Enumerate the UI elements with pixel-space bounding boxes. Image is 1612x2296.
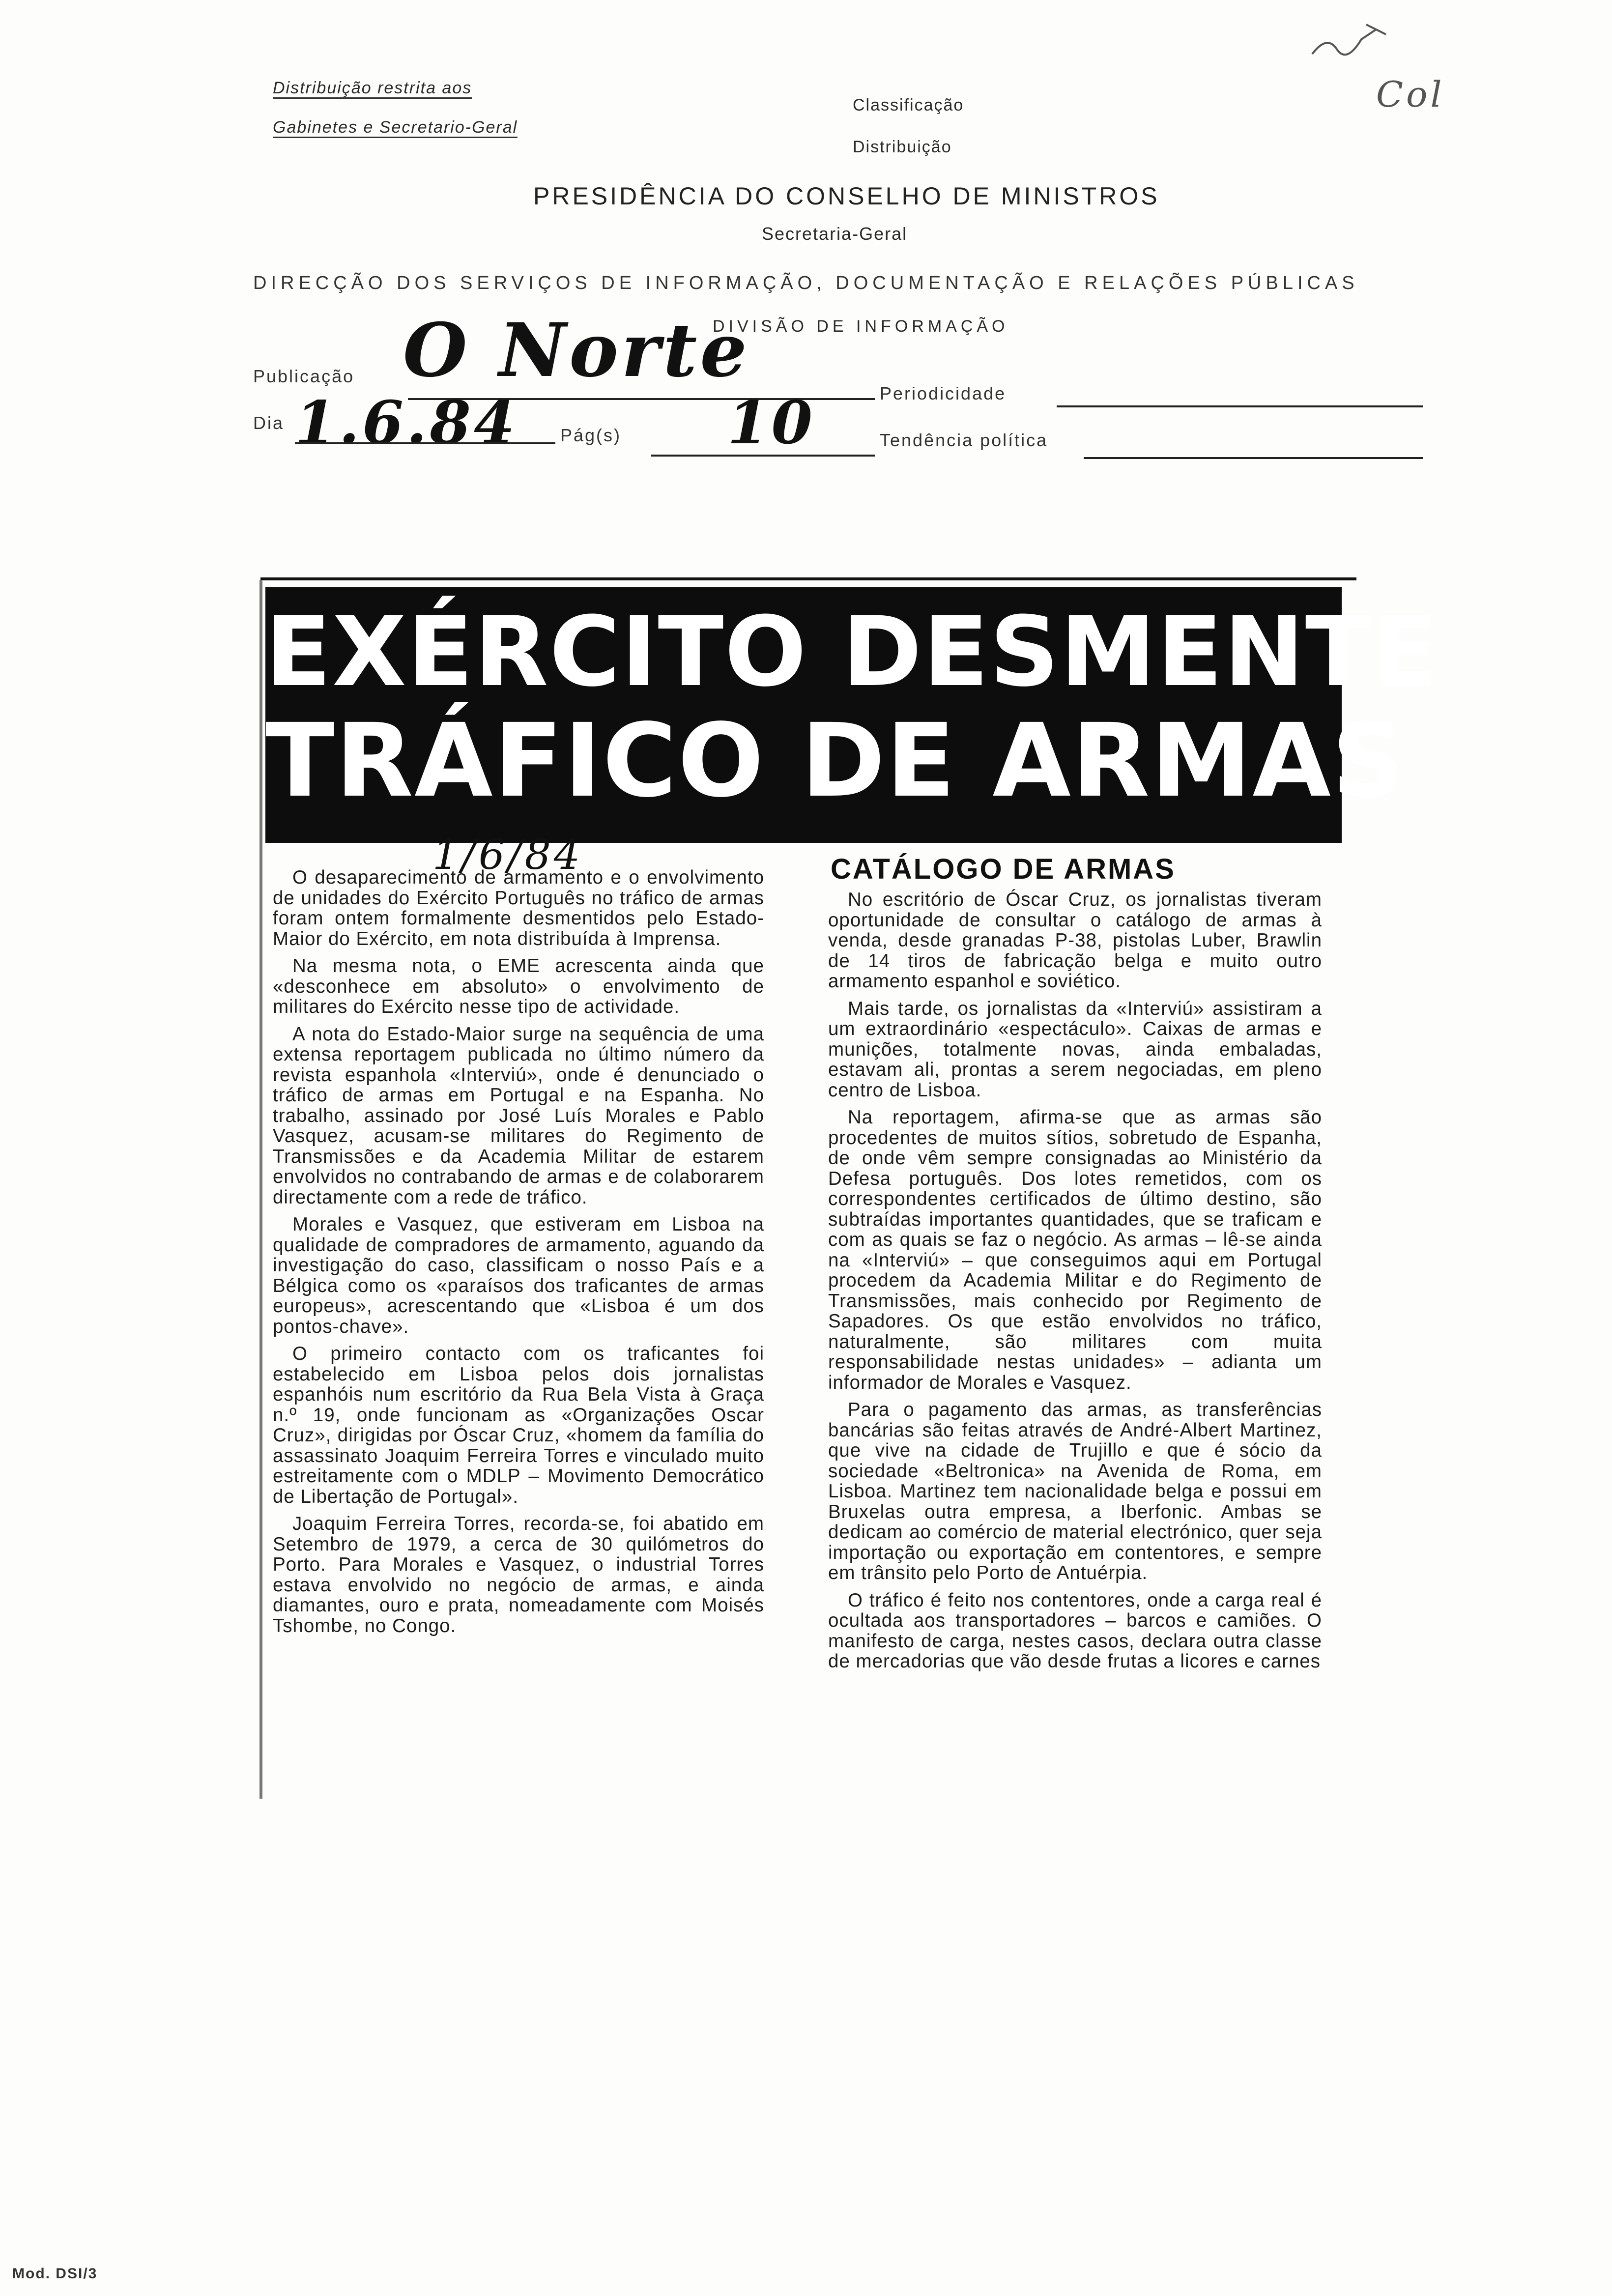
- pages-value: 10: [727, 388, 815, 458]
- right-paragraph: Na reportagem, afirma-se que as armas são procedentes de muitos sítios, sobretudo de Espanha, de onde vêm sempre consignadas ao Ministério da Defesa português. Dos lotes remetidos, com os correspondentes certificados de último destino, são subtraídas importantes quantidades, que se traficam e com as quais se faz o negócio. As armas – lê-se ainda na «Interviú» – que conseguimos aqui em Portugal procedem da Academia Militar e do Regimento de Transmissões, mais conhecido por Regimento de Sapadores. Os que estão envolvidos no tráfico, naturalmente, são militares com muita responsabilidade nestas unidades» – adianta um informador de Morales e Vasquez.: [828, 1107, 1322, 1393]
- periodicity-label: Periodicidade: [880, 383, 1007, 403]
- left-paragraph: A nota do Estado-Maior surge na sequência de uma extensa reportagem publicada no último número da revista espanhola «Interviú», onde é denunciado o tráfico de armas em Portugal e na Espanha. No trabalho, assinado por José Luís Morales e Pablo Vasquez, acusam-se militares do Regimento de Transmissões e da Academia Militar de estarem envolvidos no contrabando de armas e de colaborarem directamente com a rede de tráfico.: [273, 1023, 764, 1208]
- pages-line: [651, 455, 875, 457]
- headline-line2: TRÁFICO DE ARMAS: [265, 702, 1406, 820]
- left-paragraph: Morales e Vasquez, que estiveram em Lisboa na qualidade de compradores de armamento, aguando da investigação do caso, classificam o nosso País e a Bélgica como os «paraísos dos traficantes de armas europeus», acrescentando que «Lisboa é um dos pontos-chave».: [273, 1214, 764, 1337]
- left-paragraph: O desaparecimento de armamento e o envolvimento de unidades do Exército Português no tráfico de armas foram ontem formalmente desmentidos pelo Estado-Maior do Exército, em nota distribuída à Imprensa.: [273, 867, 764, 949]
- day-label: Dia: [253, 413, 285, 433]
- political-tendency-label: Tendência política: [880, 430, 1048, 450]
- handwritten-date-stamp: 1/6/84: [432, 831, 583, 879]
- pages-label: Pág(s): [560, 425, 622, 445]
- distribution-note-line2: Gabinetes e Secretario-Geral: [273, 118, 518, 137]
- right-paragraph: Mais tarde, os jornalistas da «Interviú» assistiram a um extraordinário «espectáculo». Caixas de armas e munições, totalmente novas, ainda embaladas, estavam ali, prontas a serem negociadas, em pleno centro de Lisboa.: [828, 998, 1322, 1101]
- directorate-title: DIRECÇÃO DOS SERVIÇOS DE INFORMAÇÃO, DOCUMENTAÇÃO E RELAÇÕES PÚBLICAS: [253, 273, 1359, 293]
- publication-label: Publicação: [253, 366, 355, 386]
- presidency-title: PRESIDÊNCIA DO CONSELHO DE MINISTROS: [533, 182, 1160, 210]
- division-label: DIVISÃO DE INFORMAÇÃO: [713, 317, 1009, 336]
- distribution-label: Distribuição: [853, 138, 952, 156]
- right-paragraph: O tráfico é feito nos contentores, onde a carga real é ocultada aos transportadores – barcos e camiões. O manifesto de carga, nestes casos, declara outra classe de mercadorias que vão desde frutas a licores e carnes: [828, 1589, 1322, 1672]
- left-paragraph: Joaquim Ferreira Torres, recorda-se, foi abatido em Setembro de 1979, a cerca de 30 quilómetros do Porto. Para Morales e Vasquez, o industrial Torres estava envolvido no negócio de armas, e ainda diamantes, ouro e prata, nomeadamente com Moisés Tshombe, no Congo.: [273, 1513, 764, 1636]
- classification-label: Classificação: [853, 96, 964, 115]
- political-tendency-line: [1084, 457, 1423, 459]
- article-left-rule: [259, 580, 262, 1799]
- corner-note: Col: [1376, 74, 1445, 115]
- day-line: [295, 442, 555, 444]
- article-left-column: [273, 867, 764, 1643]
- model-code: Mod. DSI/3: [12, 2266, 98, 2282]
- article-right-column: [828, 890, 1322, 1679]
- distribution-note-line1: Distribuição restrita aos: [273, 79, 472, 98]
- article-headline: [265, 587, 1439, 843]
- right-paragraph: No escritório de Óscar Cruz, os jornalistas tiveram oportunidade de consultar o catálogo de armas à venda, desde granadas P-38, pistolas Luber, Brawlin de 14 tiros de fabricação belga e muito outro armamento espanhol e soviético.: [828, 889, 1322, 992]
- publication-value: O Norte: [403, 307, 750, 394]
- secretariat-label: Secretaria-Geral: [762, 224, 908, 244]
- article-top-rule: [260, 577, 1356, 580]
- right-paragraph: Para o pagamento das armas, as transferências bancárias são feitas através de André-Albert Martinez, que vive na cidade de Trujillo e que é sócio da sociedade «Beltronica» na Avenida de Roma, em Lisboa. Martinez tem nacionalidade belga e possui em Bruxelas outra empresa, a Iberfonic. Ambas se dedicam ao comércio de material electrónico, quer seja importação ou exportação em contentores, e sempre em trânsito pelo Porto de Antuérpia.: [828, 1399, 1322, 1583]
- right-column-subheading: CATÁLOGO DE ARMAS: [831, 853, 1176, 885]
- headline-line1: EXÉRCITO DESMENTE: [265, 596, 1439, 708]
- left-paragraph: O primeiro contacto com os traficantes foi estabelecido em Lisboa pelos dois jornalistas espanhóis num escritório da Rua Bela Vista à Graça n.º 19, onde funcionam as «Organizações Oscar Cruz», dirigidas por Óscar Cruz, «homem da família do assassinato Joaquim Ferreira Torres e vinculado muito estreitamente com o MDLP – Movimento Democrático de Libertação de Portugal».: [273, 1343, 764, 1507]
- scribble-icon: [1307, 20, 1391, 74]
- left-paragraph: Na mesma nota, o EME acrescenta ainda que «desconhece em absoluto» o envolvimento de militares do Exército nesse tipo de actividade.: [273, 955, 764, 1017]
- periodicity-line: [1057, 405, 1423, 407]
- day-value: 1.6.84: [295, 388, 518, 458]
